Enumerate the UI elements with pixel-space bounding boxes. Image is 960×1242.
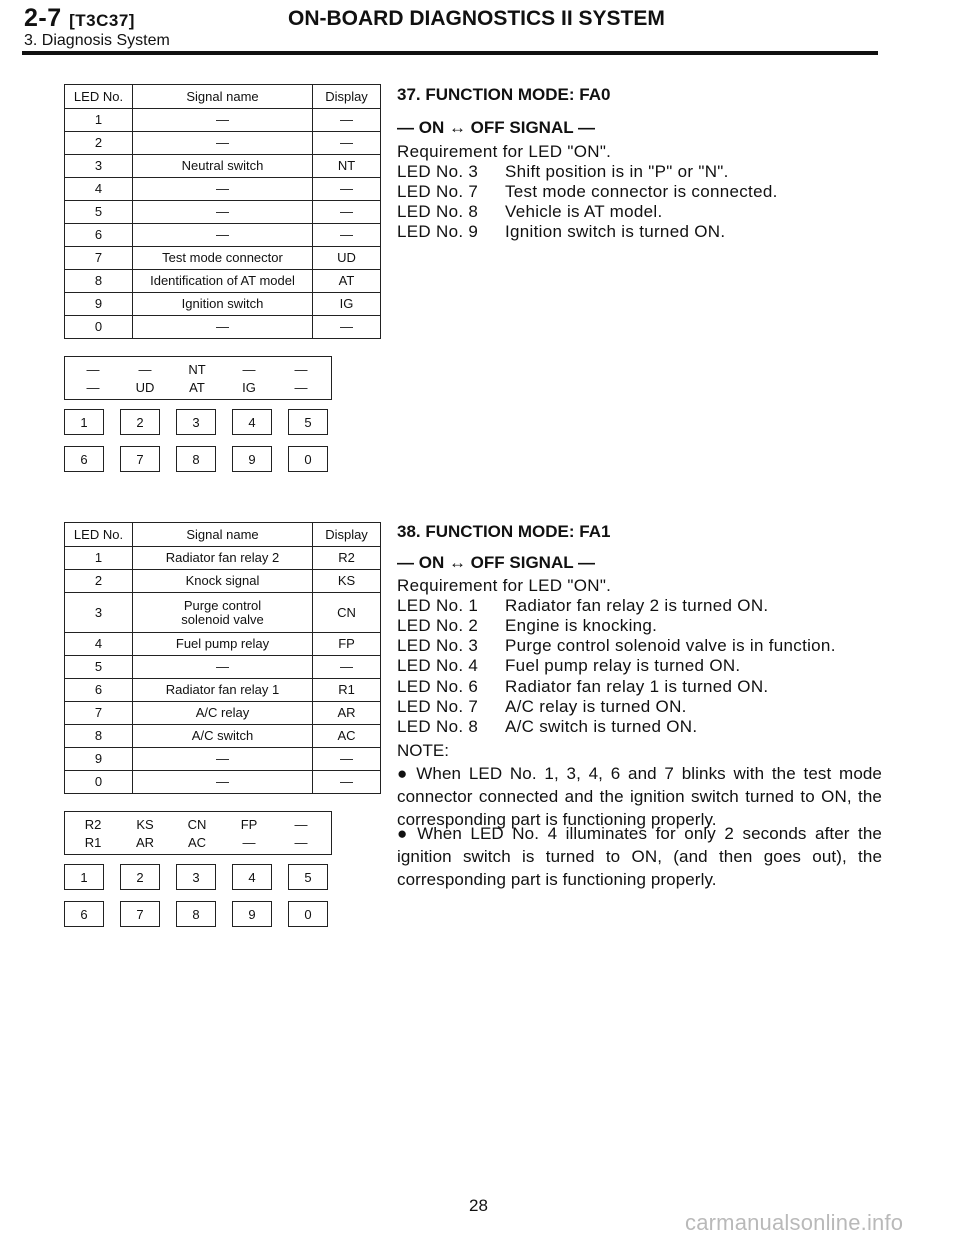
cell-signal-name: — [133, 178, 313, 201]
led-description: Fuel pump relay is turned ON. [505, 656, 741, 675]
fa1-led-line [397, 596, 768, 616]
led-indicator-8: 8 [176, 446, 216, 472]
fa0-display-grid [64, 356, 332, 400]
led-label: LED No. 3 [397, 162, 479, 181]
fa0-led-table [64, 84, 381, 339]
header-signal-name: Signal name [133, 523, 313, 547]
led-indicator-6: 6 [64, 901, 104, 927]
led-label: LED No. 2 [397, 616, 479, 635]
grid-cell: KS [136, 817, 154, 832]
header-led-no: LED No. [65, 85, 133, 109]
cell-signal-name: Neutral switch [133, 155, 313, 178]
cell-signal-name: — [133, 771, 313, 794]
fa1-section-title: 38. FUNCTION MODE: FA1 [397, 522, 611, 541]
cell-display: IG [313, 293, 381, 316]
led-description: Test mode connector is connected. [505, 182, 778, 201]
header-rule [22, 51, 878, 55]
grid-cell: — [86, 380, 100, 395]
led-indicator-2: 2 [120, 864, 160, 890]
led-indicator-3: 3 [176, 409, 216, 435]
led-description: A/C switch is turned ON. [505, 717, 698, 736]
fa1-led-line [397, 636, 836, 656]
cell-led-no: 7 [65, 247, 133, 270]
grid-cell: FP [240, 817, 258, 832]
led-label: LED No. 4 [397, 656, 479, 675]
led-indicator-5: 5 [288, 864, 328, 890]
page-reference: 2-7 [T3C37] [24, 4, 135, 32]
section-code: [T3C37] [69, 11, 135, 30]
fa0-section-title: 37. FUNCTION MODE: FA0 [397, 85, 611, 104]
grid-cell: NT [188, 362, 206, 377]
cell-signal-name: — [133, 201, 313, 224]
led-indicator-4: 4 [232, 864, 272, 890]
cell-signal-name: Ignition switch [133, 293, 313, 316]
fa1-led-line [397, 677, 768, 697]
cell-signal-name: — [133, 224, 313, 247]
grid-cell: — [242, 835, 256, 850]
note-label: NOTE: [397, 741, 449, 760]
grid-cell: — [294, 835, 308, 850]
header-display: Display [313, 85, 381, 109]
led-description: Vehicle is AT model. [505, 202, 663, 221]
cell-signal-name: Knock signal [133, 570, 313, 593]
grid-cell: R2 [84, 817, 102, 832]
led-indicator-1: 1 [64, 864, 104, 890]
cell-display: KS [313, 570, 381, 593]
fa1-led-line [397, 656, 740, 676]
led-indicator-1: 1 [64, 409, 104, 435]
led-description: Engine is knocking. [505, 616, 658, 635]
cell-display: — [313, 771, 381, 794]
fa1-led-line [397, 616, 657, 636]
cell-signal-name: — [133, 748, 313, 771]
fa1-led-line [397, 717, 697, 737]
grid-cell: AC [187, 835, 207, 850]
fa1-signal-title: — ON ↔ OFF SIGNAL — [397, 553, 596, 572]
cell-signal-name: Purge control solenoid valve [133, 593, 313, 633]
page-title: ON-BOARD DIAGNOSTICS II SYSTEM [288, 7, 665, 30]
led-indicator-5: 5 [288, 409, 328, 435]
grid-cell: IG [242, 380, 256, 395]
grid-cell: — [242, 362, 256, 377]
cell-display: UD [313, 247, 381, 270]
fa0-led-line [397, 202, 663, 222]
grid-cell: — [138, 362, 152, 377]
fa1-led-line [397, 697, 687, 717]
fa0-led-line [397, 162, 729, 182]
cell-signal-name: — [133, 109, 313, 132]
cell-signal-name: Radiator fan relay 2 [133, 547, 313, 570]
cell-led-no: 1 [65, 547, 133, 570]
led-label: LED No. 8 [397, 717, 479, 736]
cell-signal-name: — [133, 132, 313, 155]
cell-display: AT [313, 270, 381, 293]
grid-cell: AT [189, 380, 205, 395]
cell-display: AC [313, 725, 381, 748]
cell-led-no: 0 [65, 316, 133, 339]
cell-signal-name: A/C switch [133, 725, 313, 748]
led-description: A/C relay is turned ON. [505, 697, 687, 716]
led-description: Radiator fan relay 1 is turned ON. [505, 677, 769, 696]
led-indicator-0: 0 [288, 901, 328, 927]
cell-display: CN [313, 593, 381, 633]
header-led-no: LED No. [65, 523, 133, 547]
led-description: Ignition switch is turned ON. [505, 222, 726, 241]
cell-led-no: 6 [65, 224, 133, 247]
cell-led-no: 5 [65, 656, 133, 679]
cell-signal-name: A/C relay [133, 702, 313, 725]
cell-display: AR [313, 702, 381, 725]
grid-cell: CN [187, 817, 207, 832]
cell-display: FP [313, 633, 381, 656]
note-text: When LED No. 4 illuminates for only 2 seconds after the ignition switch is turned to ON, (and then goes out), the corresponding part is functioning properly. [397, 824, 882, 889]
led-label: LED No. 8 [397, 202, 479, 221]
led-description: Radiator fan relay 2 is turned ON. [505, 596, 769, 615]
cell-led-no: 5 [65, 201, 133, 224]
led-indicator-4: 4 [232, 409, 272, 435]
cell-led-no: 8 [65, 270, 133, 293]
grid-cell: — [294, 362, 308, 377]
cell-led-no: 9 [65, 293, 133, 316]
fa0-led-line [397, 182, 778, 202]
bullet-icon: ● [397, 824, 412, 843]
cell-led-no: 2 [65, 570, 133, 593]
cell-signal-name: Test mode connector [133, 247, 313, 270]
cell-led-no: 6 [65, 679, 133, 702]
cell-led-no: 0 [65, 771, 133, 794]
led-indicator-7: 7 [120, 446, 160, 472]
cell-led-no: 2 [65, 132, 133, 155]
cell-led-no: 1 [65, 109, 133, 132]
bullet-icon: ● [397, 764, 411, 783]
cell-signal-name: Identification of AT model [133, 270, 313, 293]
led-label: LED No. 9 [397, 222, 479, 241]
led-label: LED No. 1 [397, 596, 479, 615]
led-indicator-8: 8 [176, 901, 216, 927]
grid-cell: — [294, 380, 308, 395]
led-label: LED No. 7 [397, 697, 479, 716]
note-bullet [397, 822, 882, 891]
cell-led-no: 4 [65, 178, 133, 201]
page-subtitle: 3. Diagnosis System [24, 32, 170, 49]
cell-signal-name: Fuel pump relay [133, 633, 313, 656]
fa0-led-line [397, 222, 725, 242]
fa1-led-table [64, 522, 381, 794]
fa0-requirement: Requirement for LED "ON". [397, 142, 612, 161]
header-signal-name: Signal name [133, 85, 313, 109]
led-indicator-9: 9 [232, 446, 272, 472]
grid-cell: AR [135, 835, 155, 850]
cell-signal-name: — [133, 656, 313, 679]
led-label: LED No. 7 [397, 182, 479, 201]
cell-display: R1 [313, 679, 381, 702]
led-indicator-7: 7 [120, 901, 160, 927]
led-description: Purge control solenoid valve is in function. [505, 636, 836, 655]
cell-led-no: 3 [65, 593, 133, 633]
grid-cell: R1 [84, 835, 102, 850]
grid-cell: — [86, 362, 100, 377]
cell-display: — [313, 224, 381, 247]
cell-display: — [313, 109, 381, 132]
cell-display: — [313, 178, 381, 201]
grid-cell: — [294, 817, 308, 832]
note-text: When LED No. 1, 3, 4, 6 and 7 blinks with the test mode connector connected and the ignition switch turned to ON, the corresponding part is functioning properly. [397, 764, 882, 829]
cell-signal-name: Radiator fan relay 1 [133, 679, 313, 702]
header-display: Display [313, 523, 381, 547]
cell-display: — [313, 656, 381, 679]
led-indicator-6: 6 [64, 446, 104, 472]
led-indicator-9: 9 [232, 901, 272, 927]
cell-display: — [313, 201, 381, 224]
cell-display: — [313, 748, 381, 771]
note-bullet [397, 762, 882, 831]
page-number: 28 [469, 1196, 488, 1215]
cell-signal-name: — [133, 316, 313, 339]
led-indicator-3: 3 [176, 864, 216, 890]
led-label: LED No. 3 [397, 636, 479, 655]
cell-led-no: 9 [65, 748, 133, 771]
cell-led-no: 3 [65, 155, 133, 178]
fa1-display-grid [64, 811, 332, 855]
cell-display: — [313, 316, 381, 339]
cell-led-no: 8 [65, 725, 133, 748]
grid-cell: UD [135, 380, 155, 395]
cell-led-no: 4 [65, 633, 133, 656]
fa0-signal-title: — ON ↔ OFF SIGNAL — [397, 118, 596, 137]
fa1-requirement: Requirement for LED "ON". [397, 576, 612, 595]
led-indicator-0: 0 [288, 446, 328, 472]
cell-display: R2 [313, 547, 381, 570]
watermark: carmanualsonline.info [685, 1210, 904, 1235]
led-indicator-2: 2 [120, 409, 160, 435]
cell-display: NT [313, 155, 381, 178]
led-description: Shift position is in "P" or "N". [505, 162, 729, 181]
cell-display: — [313, 132, 381, 155]
cell-led-no: 7 [65, 702, 133, 725]
led-label: LED No. 6 [397, 677, 479, 696]
